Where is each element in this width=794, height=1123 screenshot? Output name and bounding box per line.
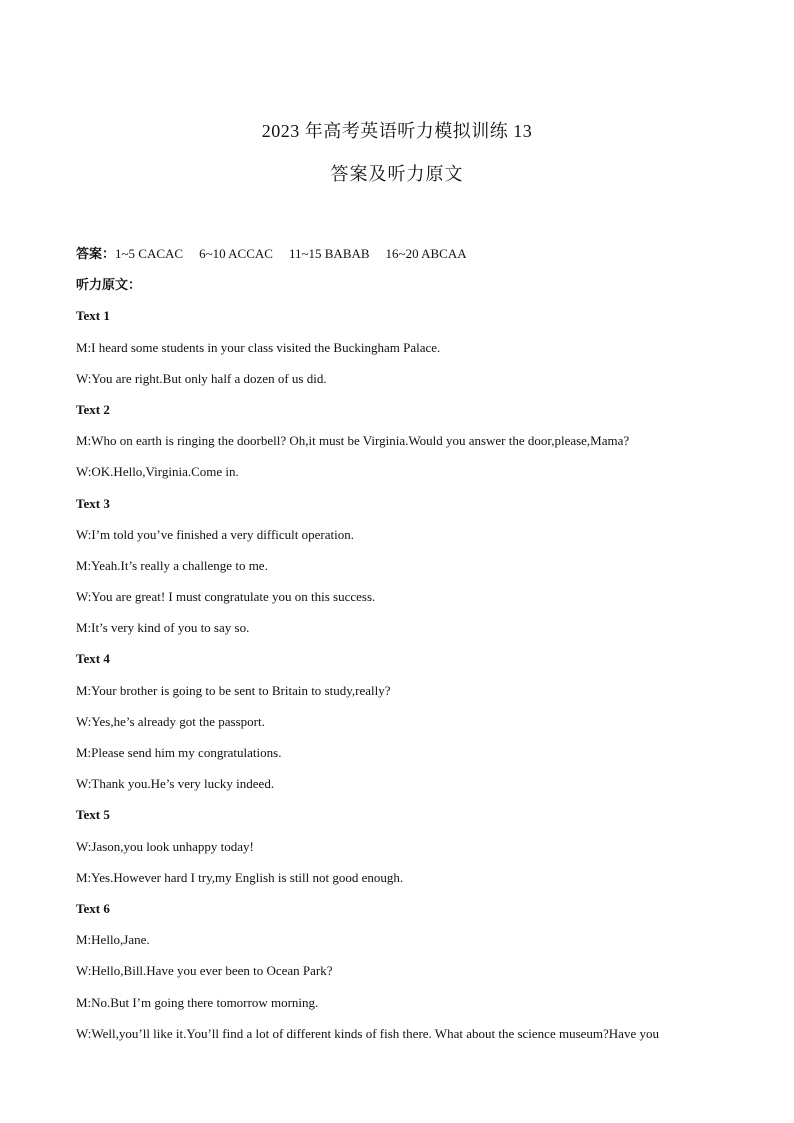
dialogue-line: W:Thank you.He’s very lucky indeed. (76, 776, 275, 792)
dialogue-line: W:OK.Hello,Virginia.Come in. (76, 464, 239, 480)
dialogue-line: M:Hello,Jane. (76, 932, 150, 948)
answer-label: 答案： (76, 246, 116, 261)
document-subtitle: 答案及听力原文 (330, 164, 464, 184)
dialogue-line: M:No.But I’m going there tomorrow morning. (76, 994, 319, 1010)
dialogue-line: W:You are right.But only half a dozen of us did. (76, 370, 327, 386)
dialogue-line: M:Please send him my congratulations. (76, 745, 282, 760)
dialogue-line: W:Well,you’ll like it.You’ll find a lot of different kinds of fish there. What about the science museum?Have you (76, 1025, 659, 1041)
section-heading: Text 5 (76, 807, 110, 823)
answer-group: 16~20 ABCAA (385, 246, 467, 261)
transcript-heading: 听力原文： (76, 277, 142, 293)
section-heading: Text 3 (76, 495, 110, 511)
dialogue-line: W:You are great! I must congratulate you on this success. (76, 589, 376, 605)
dialogue-line: M:Yeah.It’s really a challenge to me. (76, 557, 268, 573)
transcript (76, 300, 736, 1049)
dialogue-line: W:Jason,you look unhappy today! (76, 838, 254, 854)
dialogue-line: W:I’m told you’ve finished a very difficult operation. (76, 526, 354, 542)
section-heading: Text 6 (76, 900, 110, 916)
dialogue-line: M:I heard some students in your class visited the Buckingham Palace. (76, 339, 441, 355)
dialogue-line: M:Who on earth is ringing the doorbell? Oh,it must be Virginia.Would you answer the door,please,Mama? (76, 433, 630, 449)
answer-key (76, 238, 736, 269)
dialogue-line: M:Your brother is going to be sent to Britain to study,really? (76, 682, 391, 698)
section-heading: Text 4 (76, 651, 110, 667)
section-heading: Text 2 (76, 401, 110, 417)
answer-group: 11~15 BABAB (288, 246, 370, 261)
dialogue-line: W:Yes,he’s already got the passport. (76, 713, 265, 729)
section-heading: Text 1 (76, 308, 110, 324)
answer-group: 6~10 ACCAC (199, 246, 273, 261)
dialogue-line: M:It’s very kind of you to say so. (76, 620, 250, 636)
document-body (76, 238, 736, 1049)
document-title: 2023 年高考英语听力模拟训练 13 (261, 121, 533, 141)
answer-group: 1~5 CACAC (115, 246, 184, 261)
dialogue-line: M:Yes.However hard I try,my English is still not good enough. (76, 869, 404, 885)
dialogue-line: W:Hello,Bill.Have you ever been to Ocean Park? (76, 963, 333, 979)
